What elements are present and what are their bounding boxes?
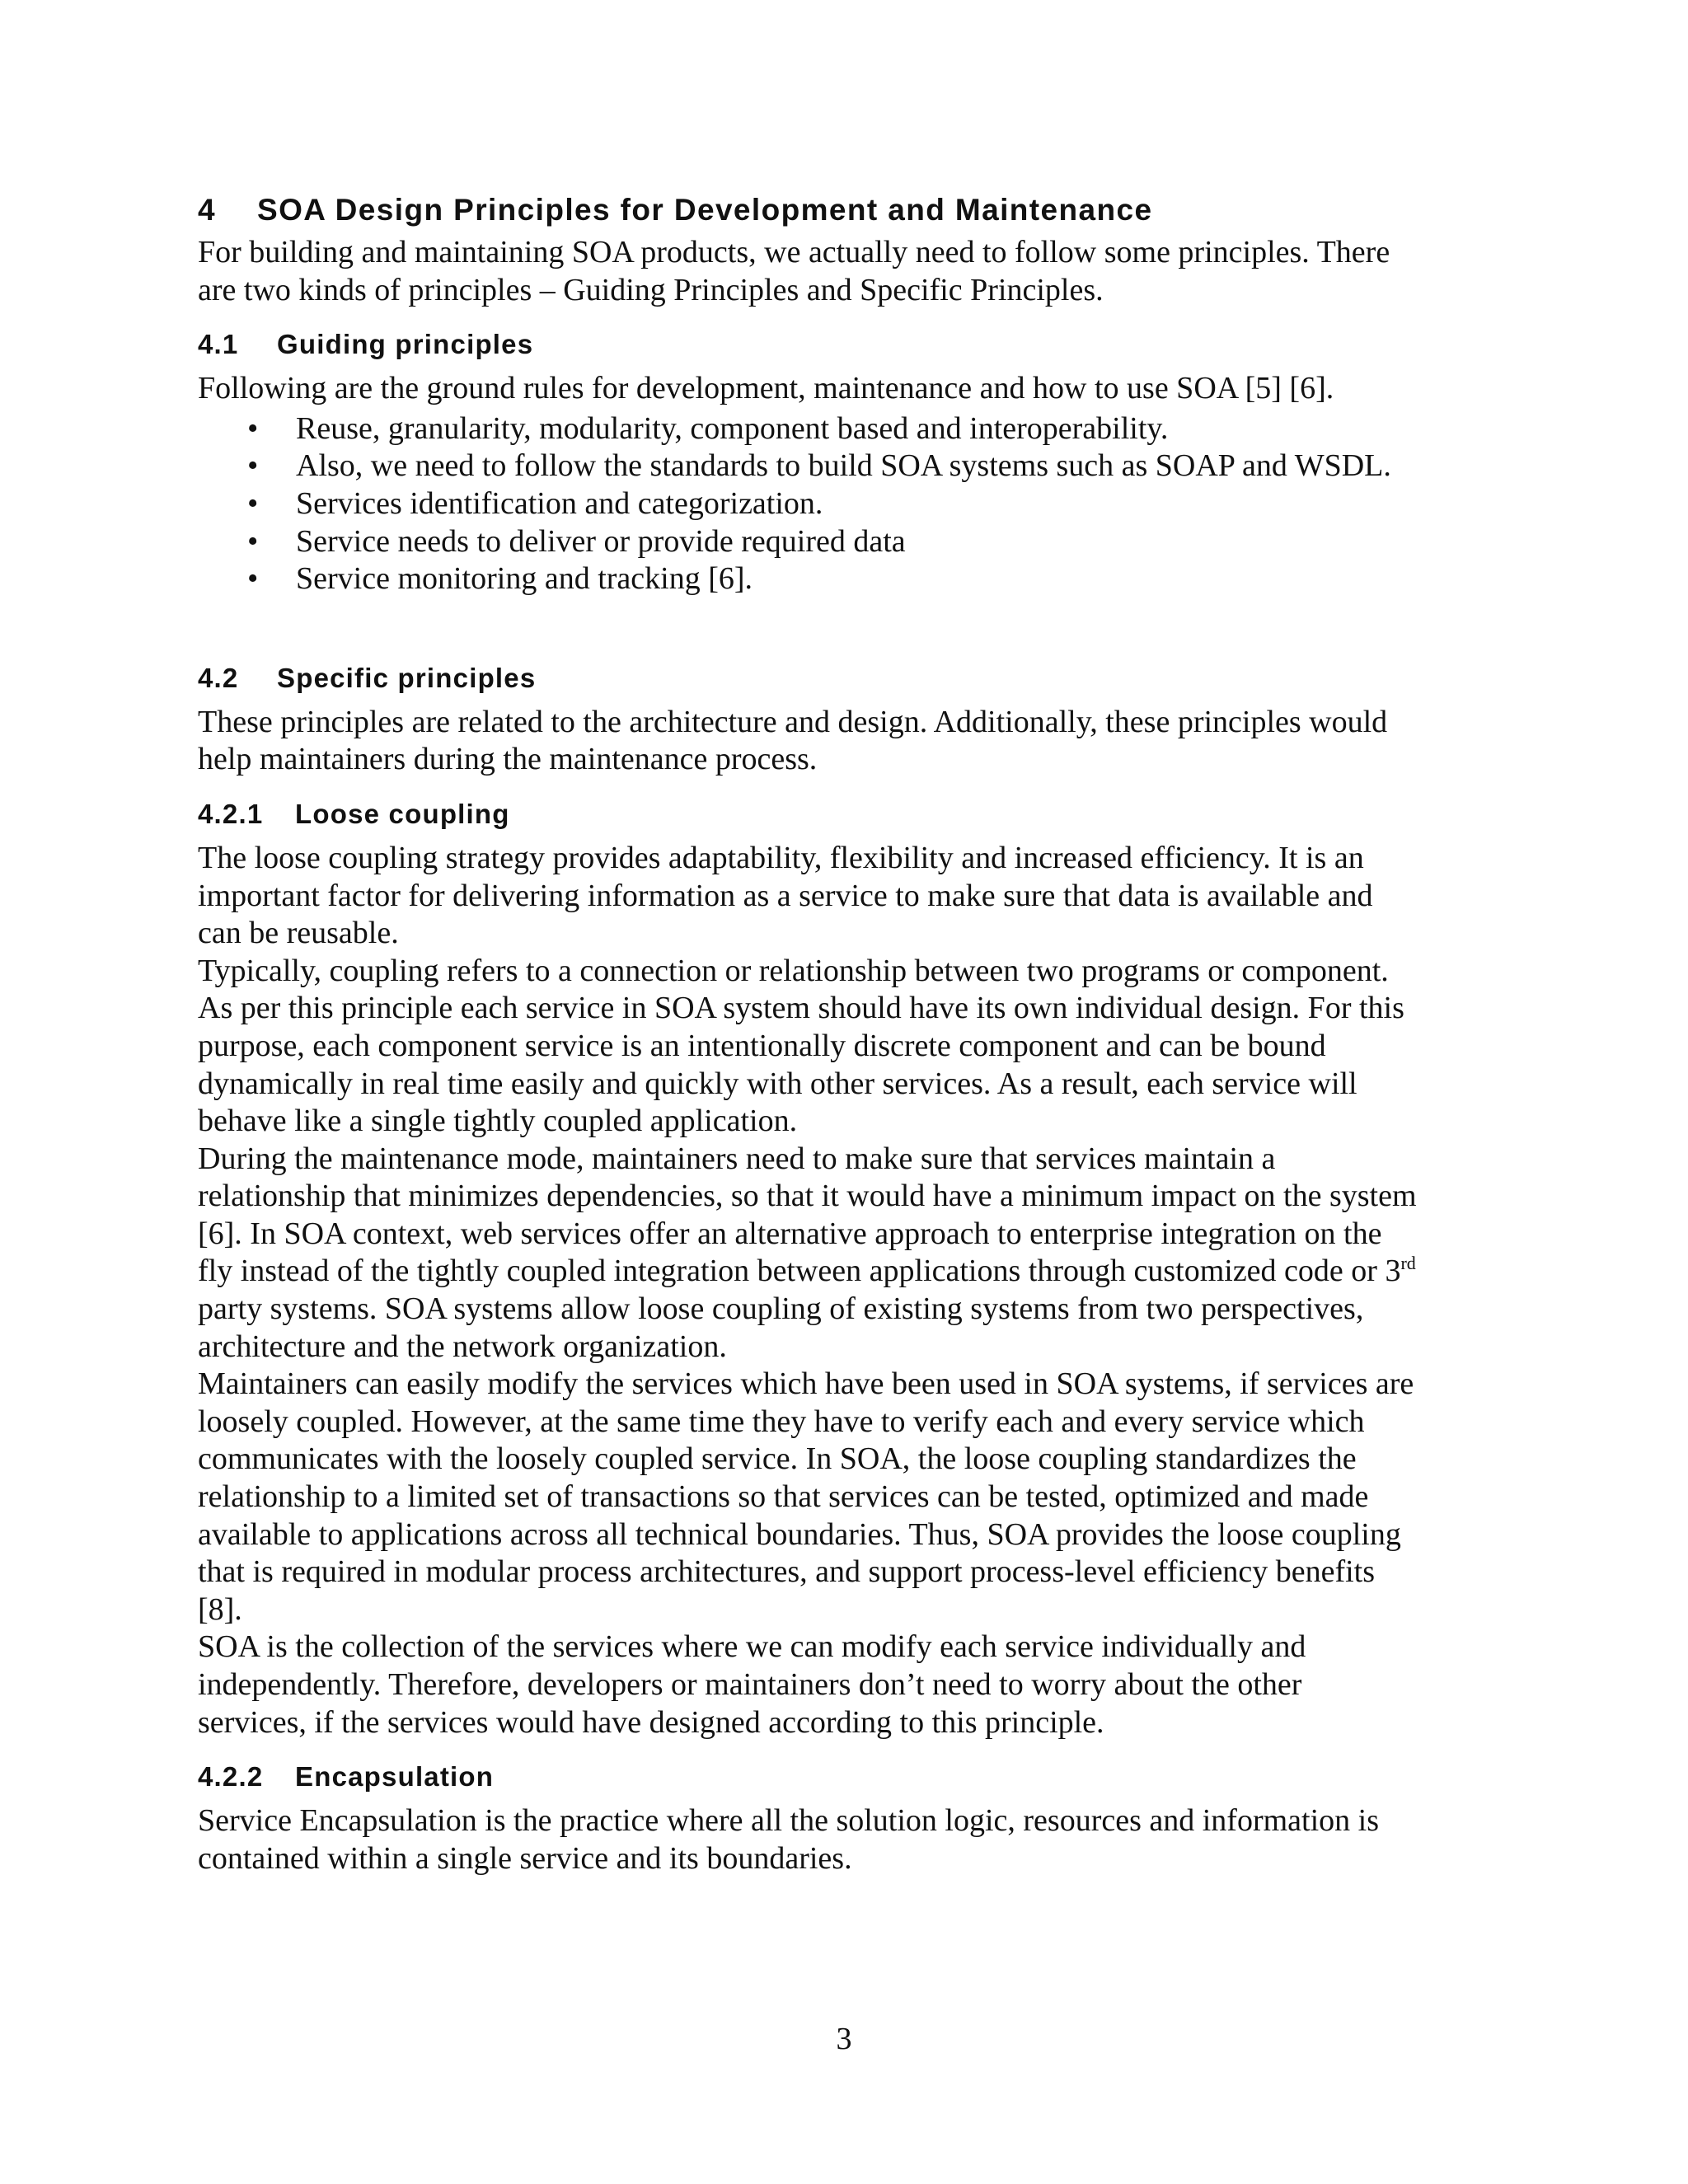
bullet-icon: • [247, 561, 259, 597]
section-4-1-intro: Following are the ground rules for development, maintenance and how to use SOA [5] [6]. [198, 371, 1334, 406]
document-page [198, 191, 1500, 1877]
section-number: 4.1 [198, 329, 239, 360]
list-item: • Service needs to deliver or provide required data [198, 523, 1500, 561]
section-title: SOA Design Principles for Development and Maintenance [257, 193, 1153, 227]
section-4-2-1-heading [198, 797, 1500, 832]
section-number: 4.2.2 [198, 1761, 264, 1793]
section-title: Guiding principles [277, 329, 534, 360]
section-4-heading [198, 191, 1500, 229]
guiding-principles-list [198, 410, 1500, 598]
loose-coupling-paragraph-4: Maintainers can easily modify the services which have been used in SOA systems, if services are loosely coupled. However, at the same time they have to verify each and every service which communicates with the loosely coupled service. In SOA, the loose coupling standardizes the relationship to a limited set of transactions so that services can be tested, optimized and made available to applications across all technical boundaries. Thus, SOA provides the loose coupling that is required in modular process architectures, and support process-level efficiency benefits [8]. [198, 1366, 1414, 1627]
list-item: • Also, we need to follow the standards to build SOA systems such as SOAP and WSDL. [198, 448, 1500, 485]
bullet-icon: • [247, 523, 259, 559]
bullet-icon: • [247, 448, 259, 484]
bullet-icon: • [247, 485, 259, 521]
encapsulation-paragraph-1: Service Encapsulation is the practice where all the solution logic, resources and information is contained within a single service and its boundaries. [198, 1803, 1379, 1876]
section-number: 4.2 [198, 662, 239, 693]
section-number: 4.2.1 [198, 798, 264, 829]
section-4-1-heading [198, 327, 1500, 362]
list-item: • Services identification and categorization. [198, 485, 1500, 523]
section-4-2-intro: These principles are related to the architecture and design. Additionally, these principles would help maintainers during the maintenance process. [198, 704, 1388, 777]
list-item: • Reuse, granularity, modularity, component based and interoperability. [198, 410, 1500, 448]
section-4-2-heading [198, 661, 1500, 696]
list-item: • Service monitoring and tracking [6]. [198, 560, 1500, 598]
ordinal-superscript: rd [1400, 1253, 1416, 1274]
page-number: 3 [836, 2022, 852, 2056]
loose-coupling-paragraph-3: During the maintenance mode, maintainers need to make sure that services maintain a relationship that minimizes dependencies, so that it would have a minimum impact on the system [6]. In SOA context, web services offer an alternative approach to enterprise integration on the fly instead of the tightly coupled integration between applications through customized code or 3rd party systems. SOA systems allow loose coupling of existing systems from two perspectives, architecture and the network organization. [198, 1141, 1417, 1364]
loose-coupling-paragraph-1: The loose coupling strategy provides adaptability, flexibility and increased efficiency. It is an important factor for delivering information as a service to make sure that data is available and can be reusable. [198, 840, 1373, 951]
loose-coupling-paragraph-5: SOA is the collection of the services where we can modify each service individually and independently. Therefore, developers or maintainers don’t need to worry about the other services, if the services would have designed according to this principle. [198, 1629, 1306, 1740]
loose-coupling-paragraph-2: Typically, coupling refers to a connection or relationship between two programs or component. As per this principle each service in SOA system should have its own individual design. For this purpose, each component service is an intentionally discrete component and can be bound dynamically in real time easily and quickly with other services. As a result, each service will behave like a single tightly coupled application. [198, 953, 1404, 1139]
section-title: Encapsulation [295, 1761, 495, 1793]
section-title: Loose coupling [295, 798, 510, 829]
section-title: Specific principles [277, 662, 537, 693]
bullet-icon: • [247, 410, 259, 446]
section-4-2-2-heading [198, 1760, 1500, 1794]
section-4-intro: For building and maintaining SOA products, we actually need to follow some principles. There are two kinds of principles – Guiding Principles and Specific Principles. [198, 235, 1390, 307]
section-number: 4 [198, 193, 216, 227]
